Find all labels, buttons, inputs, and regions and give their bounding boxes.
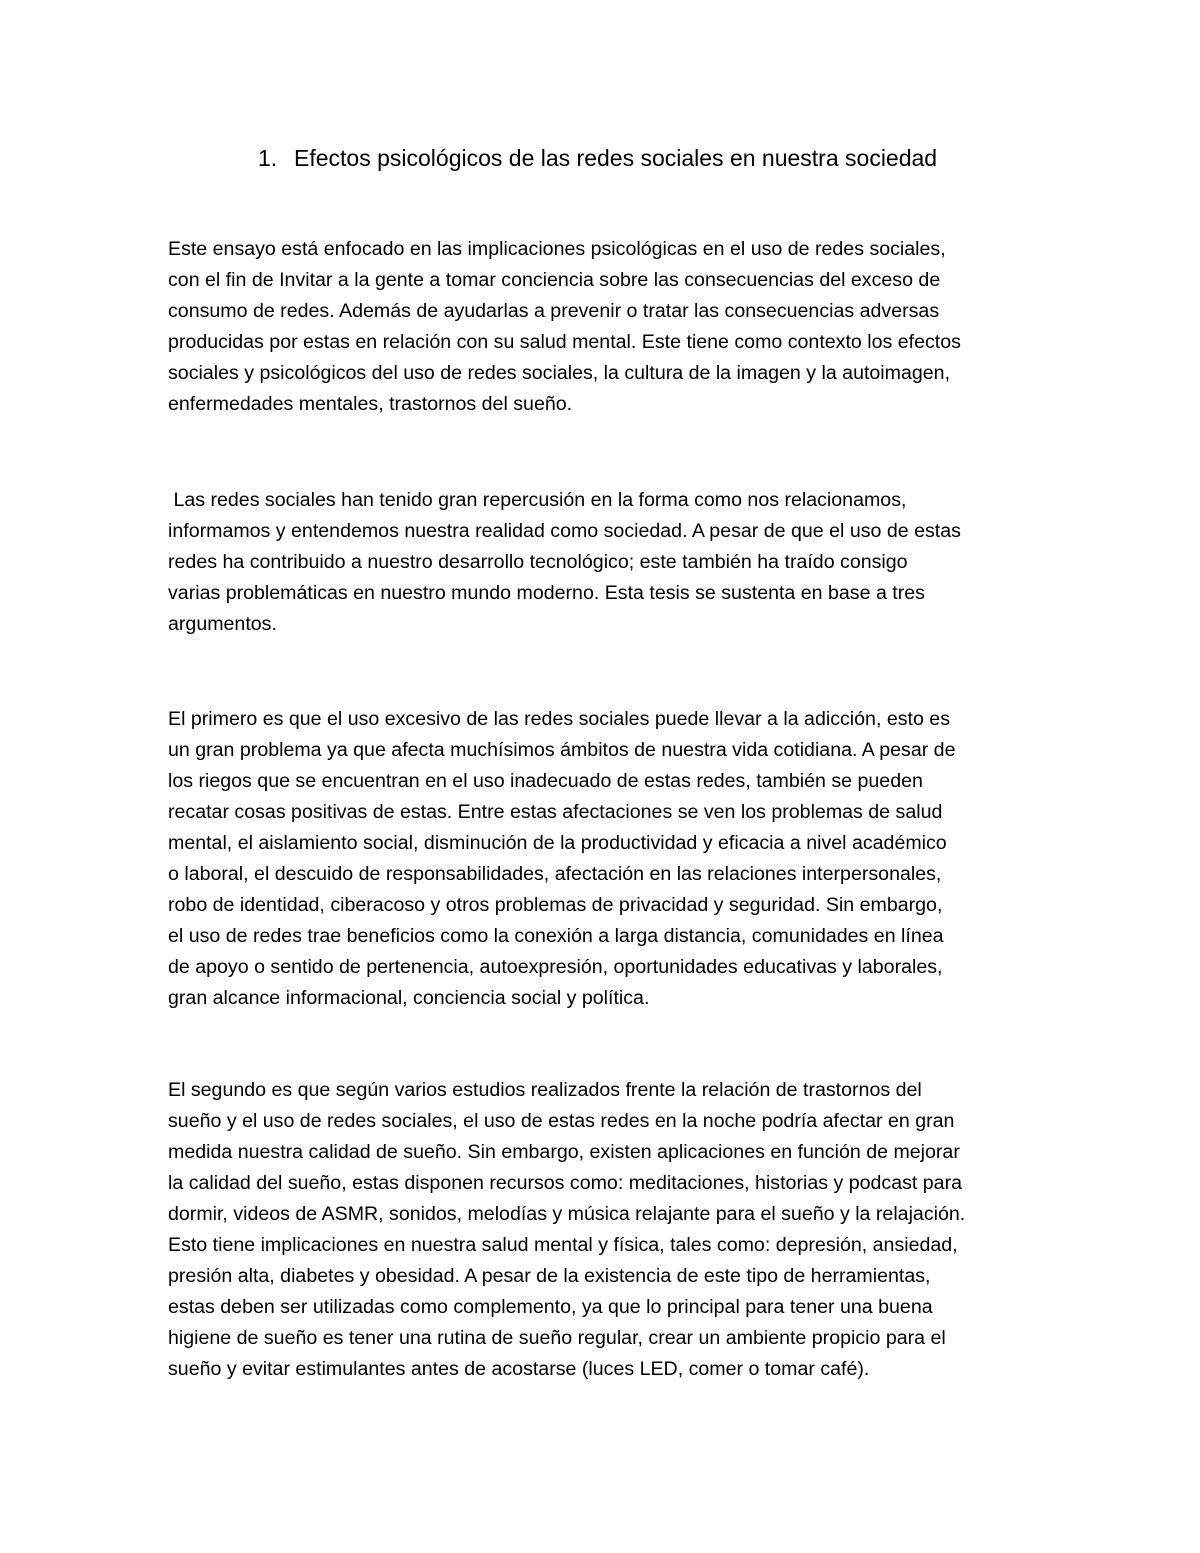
paragraph-line: estas deben ser utilizadas como complemento, ya que lo principal para tener una buena <box>168 1296 933 1318</box>
paragraph-line: recatar cosas positivas de estas. Entre estas afectaciones se ven los problemas de salud <box>168 801 943 823</box>
paragraph-line: Esto tiene implicaciones en nuestra salud mental y física, tales como: depresión, ansiedad, <box>168 1234 958 1256</box>
paragraph-line: higiene de sueño es tener una rutina de sueño regular, crear un ambiente propicio para el <box>168 1327 946 1349</box>
paragraph-line: con el fin de Invitar a la gente a tomar conciencia sobre las consecuencias del exceso de <box>168 269 941 291</box>
paragraph-line: enfermedades mentales, trastornos del sueño. <box>168 393 573 415</box>
paragraph-line: sociales y psicológicos del uso de redes sociales, la cultura de la imagen y la autoimagen, <box>168 362 951 384</box>
paragraph-line: redes ha contribuido a nuestro desarrollo tecnológico; este también ha traído consigo <box>168 551 908 573</box>
paragraph-line: robo de identidad, ciberacoso y otros problemas de privacidad y seguridad. Sin embargo, <box>168 894 943 916</box>
paragraph-line: medida nuestra calidad de sueño. Sin embargo, existen aplicaciones en función de mejorar <box>168 1141 960 1163</box>
paragraph-line: presión alta, diabetes y obesidad. A pesar de la existencia de este tipo de herramientas, <box>168 1265 931 1287</box>
paragraph-line: un gran problema ya que afecta muchísimos ámbitos de nuestra vida cotidiana. A pesar de <box>168 739 956 761</box>
paragraph-line: sueño y evitar estimulantes antes de acostarse (luces LED, comer o tomar café). <box>168 1358 870 1380</box>
page-heading <box>258 142 1058 174</box>
paragraph-line: producidas por estas en relación con su salud mental. Este tiene como contexto los efectos <box>168 331 961 353</box>
paragraph-line: la calidad del sueño, estas disponen recursos como: meditaciones, historias y podcast para <box>168 1172 962 1194</box>
paragraph-line: varias problemáticas en nuestro mundo moderno. Esta tesis se sustenta en base a tres <box>168 582 925 604</box>
paragraph-line: consumo de redes. Además de ayudarlas a prevenir o tratar las consecuencias adversas <box>168 300 940 322</box>
paragraph-line: dormir, videos de ASMR, sonidos, melodías y música relajante para el sueño y la relajación. <box>168 1203 966 1225</box>
paragraph-line: Las redes sociales han tenido gran repercusión en la forma como nos relacionamos, <box>168 489 907 511</box>
paragraph-line: sueño y el uso de redes sociales, el uso de estas redes en la noche podría afectar en gran <box>168 1110 955 1132</box>
paragraph-second-argument <box>168 1075 1048 1385</box>
paragraph-line: los riegos que se encuentran en el uso inadecuado de estas redes, también se pueden <box>168 770 923 792</box>
paragraph-line: o laboral, el descuido de responsabilidades, afectación en las relaciones interpersonales, <box>168 863 942 885</box>
paragraph-thesis <box>168 485 1048 640</box>
paragraph-line: El primero es que el uso excesivo de las redes sociales puede llevar a la adicción, esto es <box>168 708 950 730</box>
paragraph-line: mental, el aislamiento social, disminución de la productividad y eficacia a nivel académico <box>168 832 947 854</box>
paragraph-introduction <box>168 234 1048 420</box>
paragraph-line: gran alcance informacional, conciencia social y política. <box>168 987 650 1009</box>
paragraph-line: argumentos. <box>168 613 277 635</box>
paragraph-first-argument <box>168 704 1048 1014</box>
heading-title: Efectos psicológicos de las redes sociales en nuestra sociedad <box>294 145 938 171</box>
heading-number: 1. <box>258 145 278 171</box>
paragraph-line: el uso de redes trae beneficios como la conexión a larga distancia, comunidades en línea <box>168 925 944 947</box>
paragraph-line: de apoyo o sentido de pertenencia, autoexpresión, oportunidades educativas y laborales, <box>168 956 943 978</box>
paragraph-line: informamos y entendemos nuestra realidad como sociedad. A pesar de que el uso de estas <box>168 520 961 542</box>
paragraph-line: El segundo es que según varios estudios realizados frente la relación de trastornos del <box>168 1079 922 1101</box>
paragraph-line: Este ensayo está enfocado en las implicaciones psicológicas en el uso de redes sociales, <box>168 238 946 260</box>
